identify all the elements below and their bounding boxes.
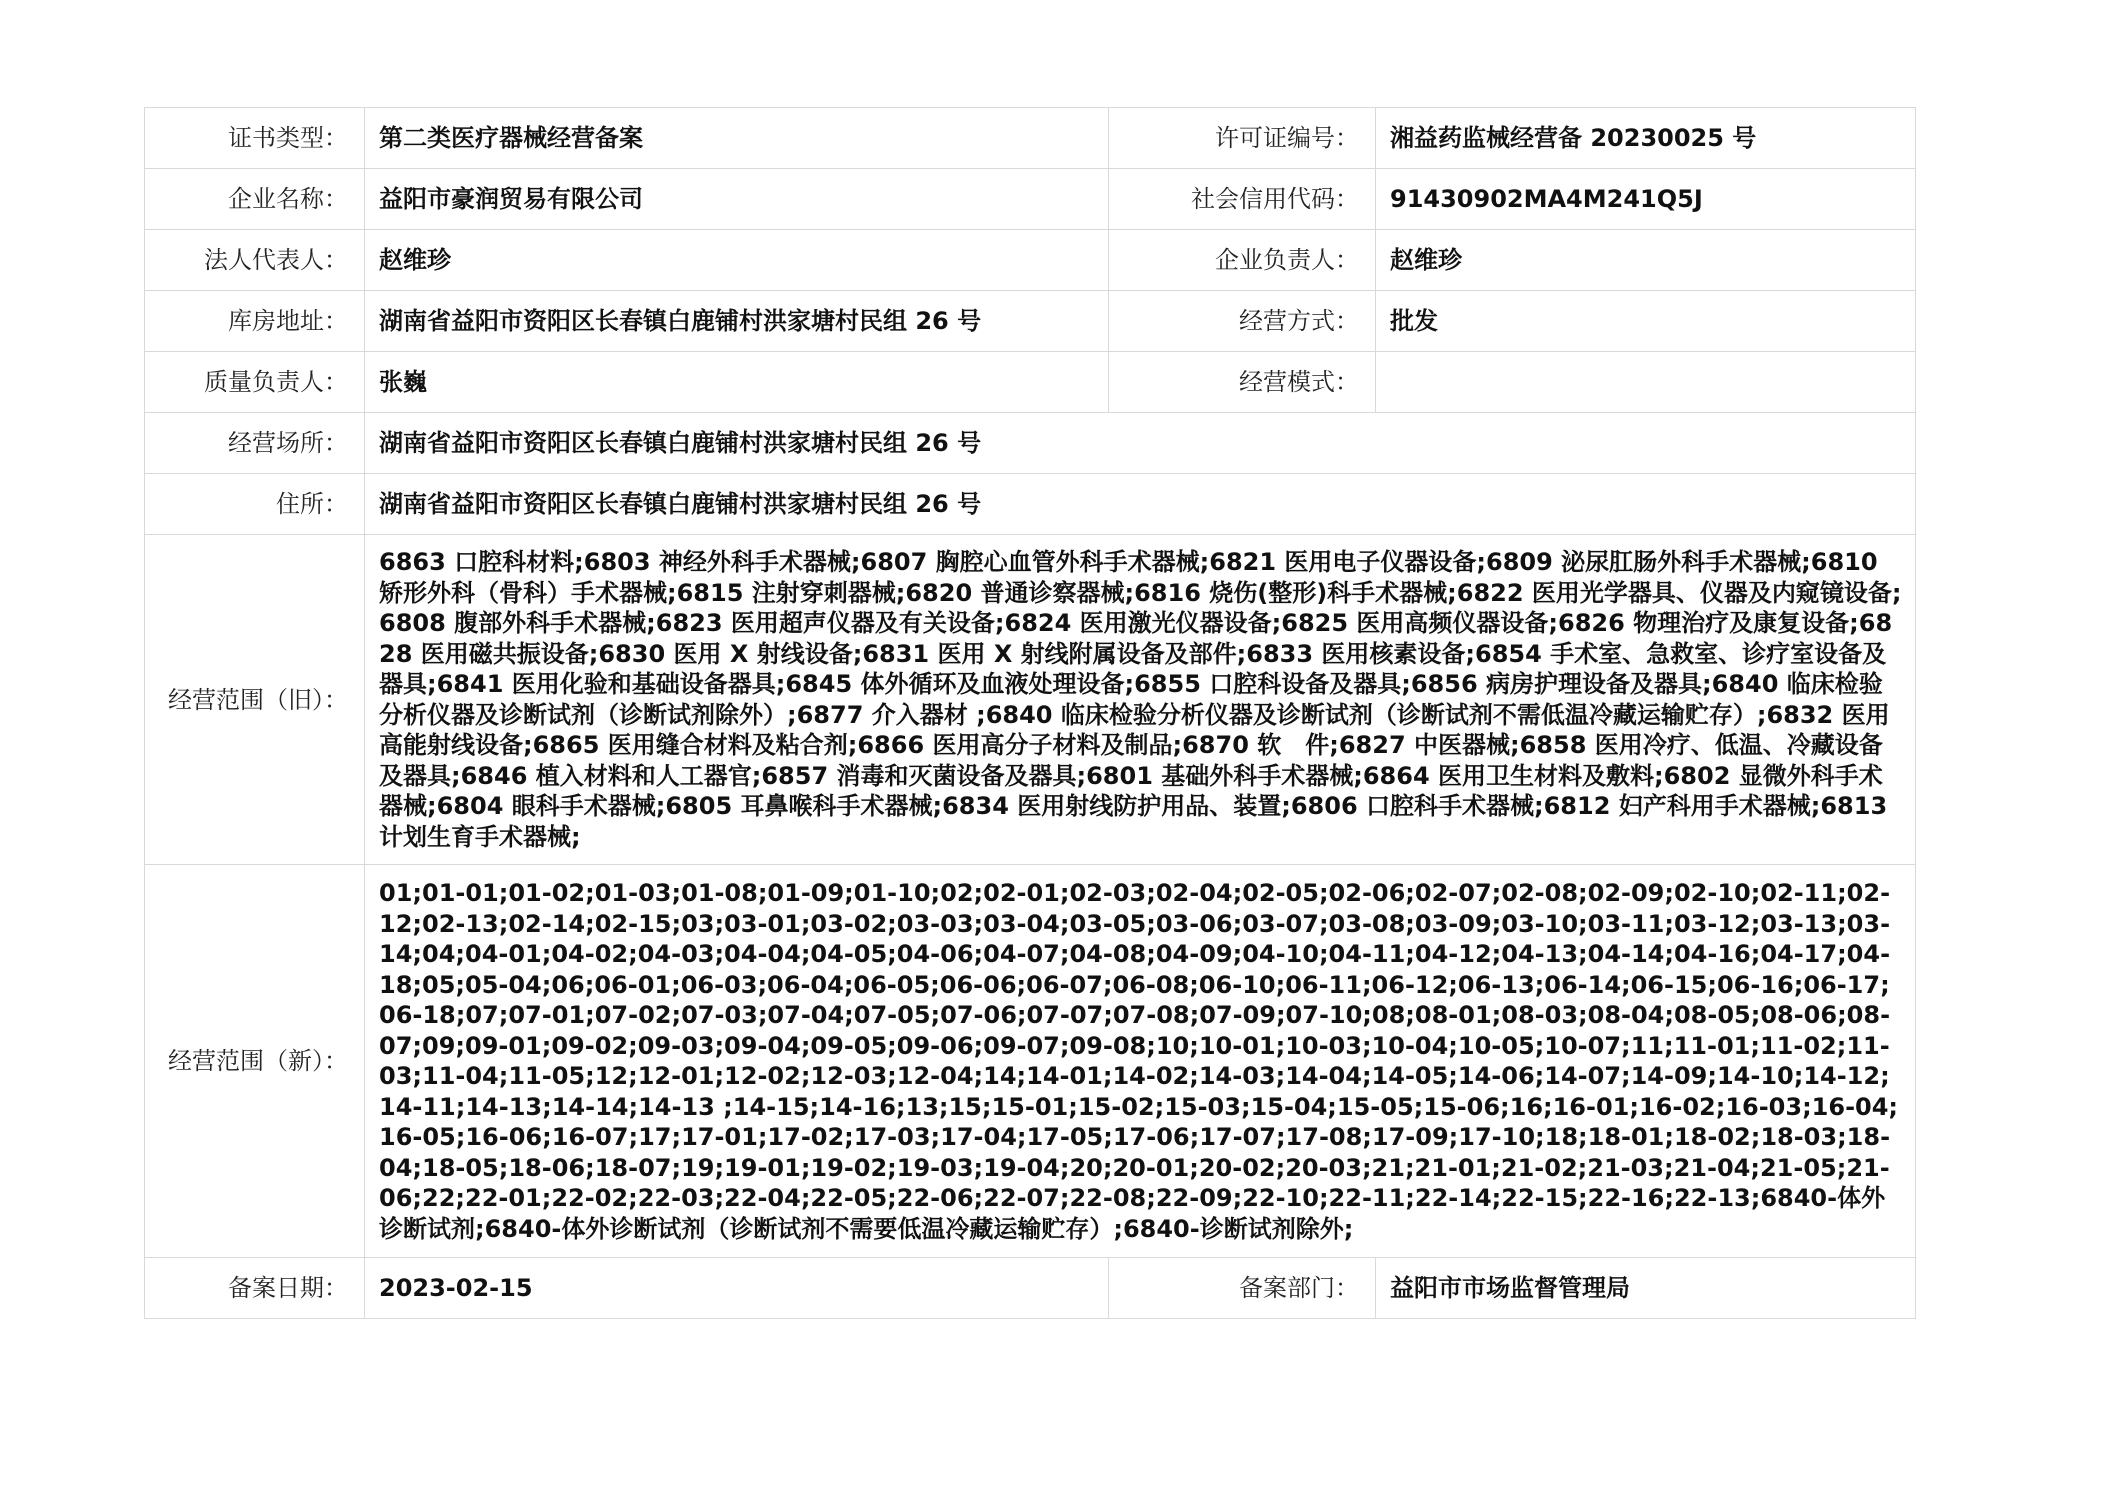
quality-head-label: 质量负责人： [145, 352, 365, 413]
business-method-value: 批发 [1376, 291, 1916, 352]
scope-old-label: 经营范围（旧）： [145, 535, 365, 865]
certificate-table [144, 107, 1916, 1319]
company-name-value: 益阳市豪润贸易有限公司 [365, 169, 1109, 230]
warehouse-addr-value: 湖南省益阳市资阳区长春镇白鹿铺村洪家塘村民组 26 号 [365, 291, 1109, 352]
row-cert-type [145, 108, 1916, 169]
credit-code-label: 社会信用代码： [1109, 169, 1376, 230]
warehouse-addr-label: 库房地址： [145, 291, 365, 352]
filing-date-label: 备案日期： [145, 1258, 365, 1319]
business-method-label: 经营方式： [1109, 291, 1376, 352]
filing-dept-label: 备案部门： [1109, 1258, 1376, 1319]
business-premises-value: 湖南省益阳市资阳区长春镇白鹿铺村洪家塘村民组 26 号 [365, 413, 1916, 474]
credit-code-value: 91430902MA4M241Q5J [1376, 169, 1916, 230]
residence-label: 住所： [145, 474, 365, 535]
row-filing-date [145, 1258, 1916, 1319]
legal-rep-value: 赵维珍 [365, 230, 1109, 291]
business-mode-value [1376, 352, 1916, 413]
business-premises-label: 经营场所： [145, 413, 365, 474]
scope-new-value: 01;01-01;01-02;01-03;01-08;01-09;01-10;02;02-01;02-03;02-04;02-05;02-06;02-07;02-08;02-09;02-10;02-11;02-12;02-13;02-14;02-15;03;03-01;03-02;03-03;03-04;03-05;03-06;03-07;03-08;03-09;03-10;03-11;03-12;03-13;03-14;04;04-01;04-02;04-03;04-04;04-05;04-06;04-07;04-08;04-09;04-10;04-11;04-12;04-13;04-14;04-16;04-17;04-18;05;05-04;06;06-01;06-03;06-04;06-05;06-06;06-07;06-08;06-10;06-11;06-12;06-13;06-14;06-15;06-16;06-17;06-18;07;07-01;07-02;07-03;07-04;07-05;07-06;07-07;07-08;07-09;07-10;08;08-01;08-03;08-04;08-05;08-06;08-07;09;09-01;09-02;09-03;09-04;09-05;09-06;09-07;09-08;10;10-01;10-03;10-04;10-05;10-07;11;11-01;11-02;11-03;11-04;11-05;12;12-01;12-02;12-03;12-04;14;14-01;14-02;14-03;14-04;14-05;14-06;14-07;14-09;14-10;14-12;14-11;14-13;14-14;14-13 ;14-15;14-16;13;15;15-01;15-02;15-03;15-04;15-05;15-06;16;16-01;16-02;16-03;16-04;16-05;16-06;16-07;17;17-01;17-02;17-03;17-04;17-05;17-06;17-07;17-08;17-09;17-10;18;18-01;18-02;18-03;18-04;18-05;18-06;18-07;19;19-01;19-02;19-03;19-04;20;20-01;20-02;20-03;21;21-01;21-02;21-03;21-04;21-05;21-06;22;22-01;22-02;22-03;22-04;22-05;22-06;22-07;22-08;22-09;22-10;22-11;22-14;22-15;22-16;22-13;6840-体外诊断试剂;6840-体外诊断试剂（诊断试剂不需要低温冷藏运输贮存）;6840-诊断试剂除外; [365, 865, 1916, 1258]
scope-new-label: 经营范围（新）： [145, 865, 365, 1258]
company-head-label: 企业负责人： [1109, 230, 1376, 291]
row-warehouse-addr [145, 291, 1916, 352]
row-scope-new [145, 865, 1916, 1258]
filing-dept-value: 益阳市市场监督管理局 [1376, 1258, 1916, 1319]
row-legal-rep [145, 230, 1916, 291]
legal-rep-label: 法人代表人： [145, 230, 365, 291]
row-business-premises [145, 413, 1916, 474]
row-scope-old [145, 535, 1916, 865]
company-head-value: 赵维珍 [1376, 230, 1916, 291]
scope-old-value: 6863 口腔科材料;6803 神经外科手术器械;6807 胸腔心血管外科手术器械;6821 医用电子仪器设备;6809 泌尿肛肠外科手术器械;6810 矫形外科（骨科）手术器械;6815 注射穿刺器械;6820 普通诊察器械;6816 烧伤(整形)科手术器械;6822 医用光学器具、仪器及内窥镜设备;6808 腹部外科手术器械;6823 医用超声仪器及有关设备;6824 医用激光仪器设备;6825 医用高频仪器设备;6826 物理治疗及康复设备;6828 医用磁共振设备;6830 医用 X 射线设备;6831 医用 X 射线附属设备及部件;6833 医用核素设备;6854 手术室、急救室、诊疗室设备及器具;6841 医用化验和基础设备器具;6845 体外循环及血液处理设备;6855 口腔科设备及器具;6856 病房护理设备及器具;6840 临床检验分析仪器及诊断试剂（诊断试剂除外）;6877 介入器材 ;6840 临床检验分析仪器及诊断试剂（诊断试剂不需低温冷藏运输贮存）;6832 医用高能射线设备;6865 医用缝合材料及粘合剂;6866 医用高分子材料及制品;6870 软 件;6827 中医器械;6858 医用冷疗、低温、冷藏设备及器具;6846 植入材料和人工器官;6857 消毒和灭菌设备及器具;6801 基础外科手术器械;6864 医用卫生材料及敷料;6802 显微外科手术器械;6804 眼科手术器械;6805 耳鼻喉科手术器械;6834 医用射线防护用品、装置;6806 口腔科手术器械;6812 妇产科用手术器械;6813 计划生育手术器械; [365, 535, 1916, 865]
row-residence [145, 474, 1916, 535]
license-no-label: 许可证编号： [1109, 108, 1376, 169]
company-name-label: 企业名称： [145, 169, 365, 230]
cert-type-value: 第二类医疗器械经营备案 [365, 108, 1109, 169]
row-quality-head [145, 352, 1916, 413]
cert-type-label: 证书类型： [145, 108, 365, 169]
residence-value: 湖南省益阳市资阳区长春镇白鹿铺村洪家塘村民组 26 号 [365, 474, 1916, 535]
business-mode-label: 经营模式： [1109, 352, 1376, 413]
license-no-value: 湘益药监械经营备 20230025 号 [1376, 108, 1916, 169]
filing-date-value: 2023-02-15 [365, 1258, 1109, 1319]
quality-head-value: 张巍 [365, 352, 1109, 413]
row-company-name [145, 169, 1916, 230]
